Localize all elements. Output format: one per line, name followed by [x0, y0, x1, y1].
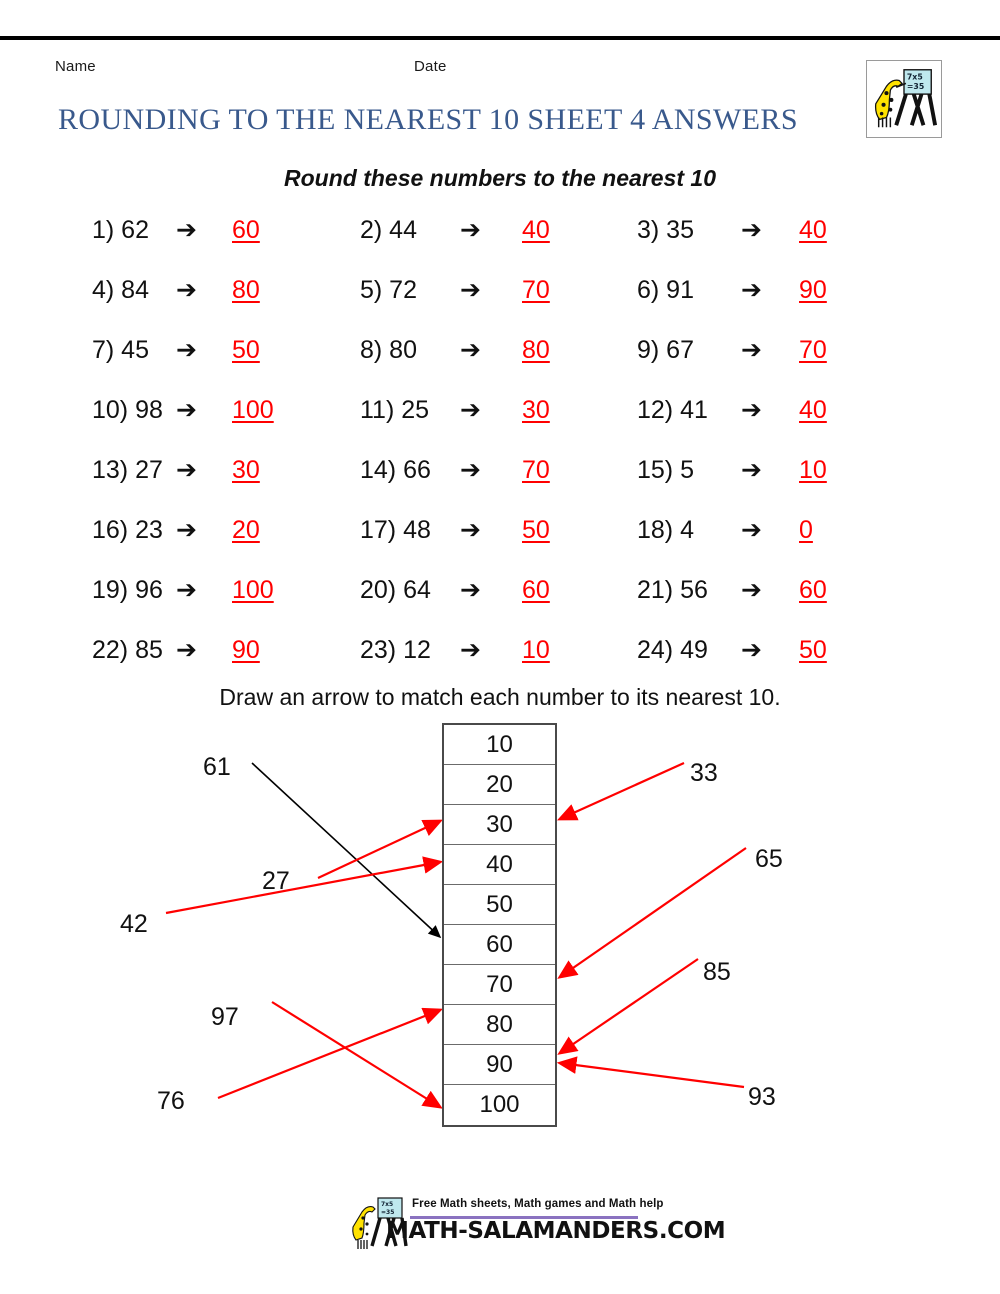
- problem-answer: 40: [799, 215, 827, 244]
- problem-question: 18) 4: [637, 515, 694, 544]
- problem-answer: 70: [522, 275, 550, 304]
- ladder-cell[interactable]: 80: [444, 1005, 555, 1045]
- math-salamanders-logo: [866, 60, 942, 138]
- problem-item: [360, 336, 637, 365]
- problem-item: [637, 516, 912, 545]
- page-title: ROUNDING TO THE NEAREST 10 SHEET 4 ANSWERS: [58, 103, 798, 136]
- ladder-cell[interactable]: 40: [444, 845, 555, 885]
- right-arrow-icon: ➔: [741, 215, 762, 244]
- problem-question: 15) 5: [637, 455, 694, 484]
- right-arrow-icon: ➔: [460, 455, 481, 484]
- problem-item: [637, 636, 912, 665]
- problem-item: [92, 396, 360, 425]
- problem-answer: 60: [799, 575, 827, 604]
- problem-answer: 80: [522, 335, 550, 364]
- matching-exercise: [0, 715, 1000, 1145]
- problem-question: 22) 85: [92, 635, 163, 664]
- problem-item: [360, 216, 637, 245]
- problem-item: [637, 576, 912, 605]
- right-arrow-icon: ➔: [460, 335, 481, 364]
- problem-answer: 100: [232, 575, 274, 604]
- right-arrow-icon: ➔: [176, 275, 197, 304]
- problem-answer: 30: [232, 455, 260, 484]
- problem-item: [637, 276, 912, 305]
- problem-answer: 10: [522, 635, 550, 664]
- problem-item: [360, 396, 637, 425]
- problem-item: [92, 336, 360, 365]
- right-arrow-icon: ➔: [460, 515, 481, 544]
- problem-question: 19) 96: [92, 575, 163, 604]
- problem-question: 13) 27: [92, 455, 163, 484]
- problem-question: 17) 48: [360, 515, 431, 544]
- svg-text:=35: =35: [381, 1209, 395, 1216]
- problem-question: 6) 91: [637, 275, 694, 304]
- problem-answer: 80: [232, 275, 260, 304]
- arrow-97-to-100: [272, 1002, 440, 1107]
- problem-item: [92, 576, 360, 605]
- problem-question: 5) 72: [360, 275, 417, 304]
- problem-item: [637, 216, 912, 245]
- right-arrow-icon: ➔: [741, 275, 762, 304]
- problem-question: 4) 84: [92, 275, 149, 304]
- problem-question: 7) 45: [92, 335, 149, 364]
- matching-instruction: Draw an arrow to match each number to its nearest 10.: [219, 684, 781, 710]
- problem-item: [360, 636, 637, 665]
- problem-answer: 100: [232, 395, 274, 424]
- arrow-93-to-90: [560, 1063, 744, 1087]
- right-arrow-icon: ➔: [460, 635, 481, 664]
- problem-question: 14) 66: [360, 455, 431, 484]
- problem-question: 3) 35: [637, 215, 694, 244]
- worksheet-subtitle: Round these numbers to the nearest 10: [284, 165, 716, 191]
- problem-question: 10) 98: [92, 395, 163, 424]
- arrow-27-to-30: [318, 821, 440, 878]
- problem-answer: 90: [232, 635, 260, 664]
- right-arrow-icon: ➔: [741, 635, 762, 664]
- arrow-76-to-80: [218, 1010, 440, 1098]
- problem-item: [360, 576, 637, 605]
- left-number-97[interactable]: 97: [211, 1003, 239, 1031]
- ladder-cell[interactable]: 70: [444, 965, 555, 1005]
- right-arrow-icon: ➔: [176, 215, 197, 244]
- problem-item: [637, 396, 912, 425]
- left-number-27[interactable]: 27: [262, 867, 290, 895]
- problem-answer: 50: [232, 335, 260, 364]
- right-arrow-icon: ➔: [741, 575, 762, 604]
- right-arrow-icon: ➔: [460, 275, 481, 304]
- svg-text:=35: =35: [906, 82, 925, 92]
- right-arrow-icon: ➔: [741, 515, 762, 544]
- svg-text:7x5: 7x5: [381, 1201, 394, 1208]
- footer-site-url: MATH-SALAMANDERS.COM: [386, 1218, 726, 1244]
- problem-question: 9) 67: [637, 335, 694, 364]
- problem-answer: 40: [522, 215, 550, 244]
- problem-answer: 70: [522, 455, 550, 484]
- problem-answer: 30: [522, 395, 550, 424]
- left-number-61[interactable]: 61: [203, 753, 231, 781]
- problem-question: 1) 62: [92, 215, 149, 244]
- problem-answer: 90: [799, 275, 827, 304]
- right-number-85[interactable]: 85: [703, 958, 731, 986]
- problem-answer: 50: [799, 635, 827, 664]
- arrow-42-to-40: [166, 862, 440, 913]
- problem-item: [360, 276, 637, 305]
- problem-question: 16) 23: [92, 515, 163, 544]
- problem-row: [92, 440, 912, 500]
- problem-item: [92, 456, 360, 485]
- ladder-cell[interactable]: 90: [444, 1045, 555, 1085]
- right-arrow-icon: ➔: [176, 395, 197, 424]
- ladder-cell[interactable]: 10: [444, 725, 555, 765]
- problem-question: 8) 80: [360, 335, 417, 364]
- page-top-rule: [0, 36, 1000, 40]
- problem-answer: 60: [522, 575, 550, 604]
- page-footer: [0, 1192, 1000, 1262]
- problem-answer: 0: [799, 515, 813, 544]
- problem-answer: 50: [522, 515, 550, 544]
- problem-answer: 40: [799, 395, 827, 424]
- right-arrow-icon: ➔: [176, 335, 197, 364]
- problem-item: [360, 516, 637, 545]
- ladder-cell[interactable]: 20: [444, 765, 555, 805]
- right-number-93[interactable]: 93: [748, 1083, 776, 1111]
- problem-row: [92, 620, 912, 680]
- problem-row: [92, 380, 912, 440]
- arrow-85-to-90: [560, 959, 698, 1053]
- problem-question: 12) 41: [637, 395, 708, 424]
- right-arrow-icon: ➔: [741, 455, 762, 484]
- problem-question: 2) 44: [360, 215, 417, 244]
- problem-item: [360, 456, 637, 485]
- right-arrow-icon: ➔: [176, 455, 197, 484]
- ladder-cell[interactable]: 50: [444, 885, 555, 925]
- ladder-cell[interactable]: 100: [479, 1091, 520, 1118]
- problem-answer: 20: [232, 515, 260, 544]
- right-arrow-icon: ➔: [741, 395, 762, 424]
- date-label: Date: [414, 58, 447, 75]
- problem-question: 23) 12: [360, 635, 431, 664]
- problem-item: [92, 276, 360, 305]
- problem-answer: 60: [232, 215, 260, 244]
- problem-row: [92, 500, 912, 560]
- nearest-ten-ladder: [442, 723, 557, 1127]
- problem-row: [92, 320, 912, 380]
- problem-answer: 70: [799, 335, 827, 364]
- problem-item: [637, 456, 912, 485]
- right-arrow-icon: ➔: [176, 635, 197, 664]
- problem-row: [92, 200, 912, 260]
- giraffe-math-logo-icon: [867, 61, 941, 137]
- left-number-42[interactable]: 42: [120, 910, 148, 938]
- footer-tagline: Free Math sheets, Math games and Math help: [412, 1198, 664, 1210]
- problem-item: [92, 516, 360, 545]
- right-arrow-icon: ➔: [460, 395, 481, 424]
- problem-item: [92, 216, 360, 245]
- problem-question: 21) 56: [637, 575, 708, 604]
- name-label: Name: [55, 58, 96, 75]
- right-number-65[interactable]: 65: [755, 845, 783, 873]
- arrow-61-to-60: [252, 763, 440, 937]
- right-arrow-icon: ➔: [460, 575, 481, 604]
- problem-question: 11) 25: [360, 395, 430, 424]
- right-number-33[interactable]: 33: [690, 759, 718, 787]
- right-arrow-icon: ➔: [741, 335, 762, 364]
- arrow-33-to-30: [560, 763, 684, 819]
- right-arrow-icon: ➔: [176, 575, 197, 604]
- problem-row: [92, 260, 912, 320]
- svg-text:7x5: 7x5: [906, 72, 923, 82]
- right-arrow-icon: ➔: [176, 515, 197, 544]
- problem-question: 24) 49: [637, 635, 708, 664]
- problem-item: [92, 636, 360, 665]
- left-number-76[interactable]: 76: [157, 1087, 185, 1115]
- problem-row: [92, 560, 912, 620]
- problem-answer: 10: [799, 455, 827, 484]
- right-arrow-icon: ➔: [460, 215, 481, 244]
- ladder-cell[interactable]: 60: [444, 925, 555, 965]
- problem-question: 20) 64: [360, 575, 431, 604]
- problem-item: [637, 336, 912, 365]
- ladder-cell[interactable]: 30: [444, 805, 555, 845]
- problem-grid: [92, 200, 912, 680]
